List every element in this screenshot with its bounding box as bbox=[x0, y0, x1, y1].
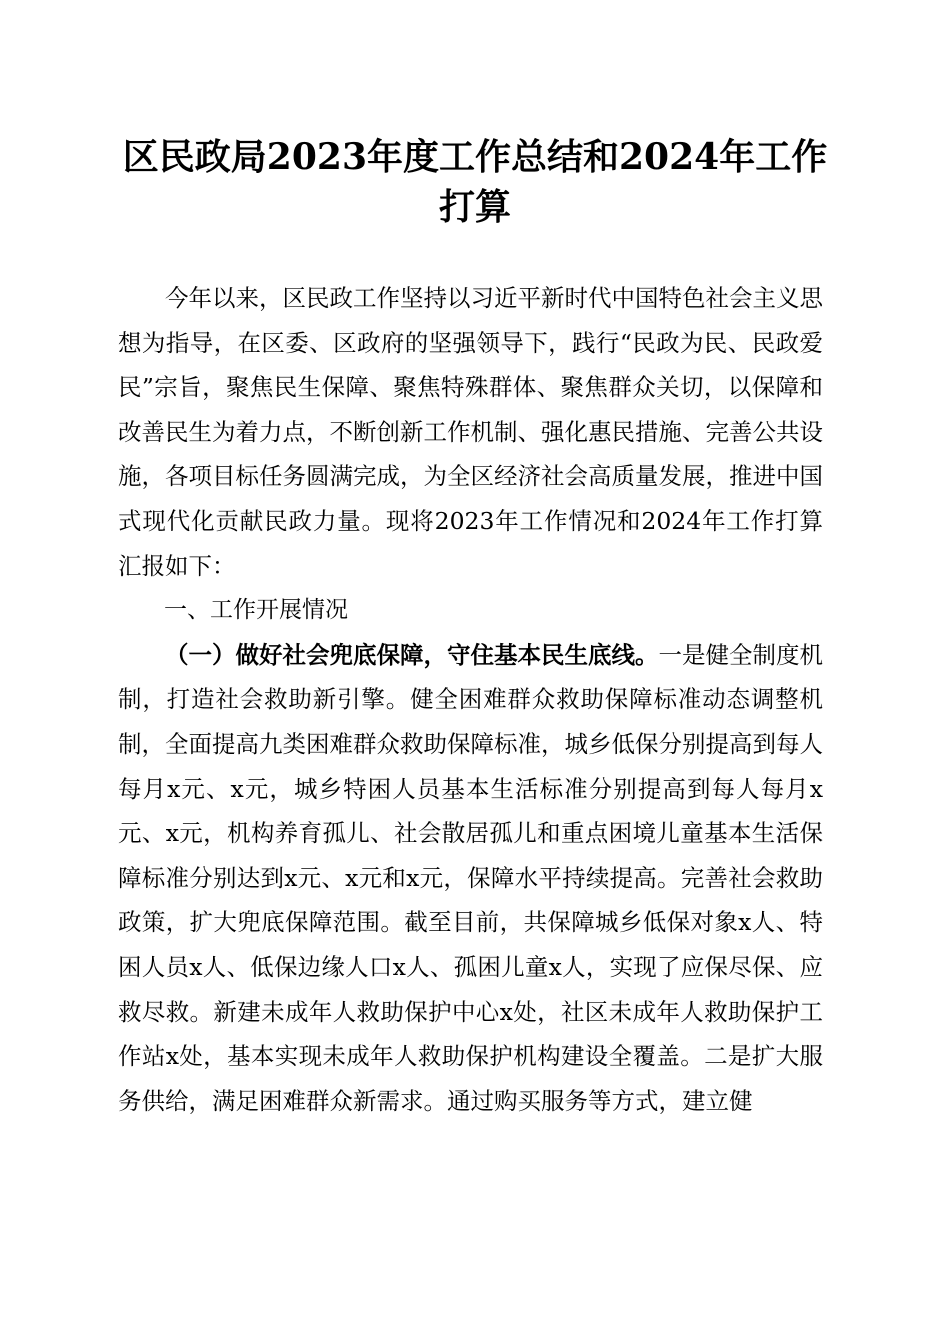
document-body bbox=[118, 276, 823, 1123]
subsection-paragraph bbox=[118, 633, 823, 1124]
subsection-body: 一是健全制度机制，打造社会救助新引擎。健全困难群众救助保障标准动态调整机制，全面提高九类困难群众救助保障标准，城乡低保分别提高到每人每月x元、x元，城乡特困人员基本生活标准分别提高到每人每月x元、x元，机构养育孤儿、社会散居孤儿和重点困境儿童基本生活保障标准分别达到x元、x元和x元，保障水平持续提高。完善社会救助政策，扩大兜底保障范围。截至目前，共保障城乡低保对象x人、特困人员x人、低保边缘人口x人、孤困儿童x人，实现了应保尽保、应救尽救。新建未成年人救助保护中心x处，社区未成年人救助保护工作站x处，基本实现未成年人救助保护机构建设全覆盖。二是扩大服务供给，满足困难群众新需求。通过购买服务等方式，建立健 bbox=[118, 640, 823, 1115]
intro-paragraph: 今年以来，区民政工作坚持以习近平新时代中国特色社会主义思想为指导，在区委、区政府的坚强领导下，践行“民政为民、民政爱民”宗旨，聚焦民生保障、聚焦特殊群体、聚焦群众关切，以保障和改善民生为着力点，不断创新工作机制、强化惠民措施、完善公共设施，各项目标任务圆满完成，为全区经济社会高质量发展，推进中国式现代化贡献民政力量。现将2023年工作情况和2024年工作打算汇报如下： bbox=[118, 284, 823, 580]
document-title: 区民政局2023年度工作总结和2024年工作打算 bbox=[122, 136, 828, 228]
subsection-heading: （一）做好社会兜底保障，守住基本民生底线。 bbox=[165, 640, 659, 669]
section-heading: 一、工作开展情况 bbox=[164, 597, 348, 624]
